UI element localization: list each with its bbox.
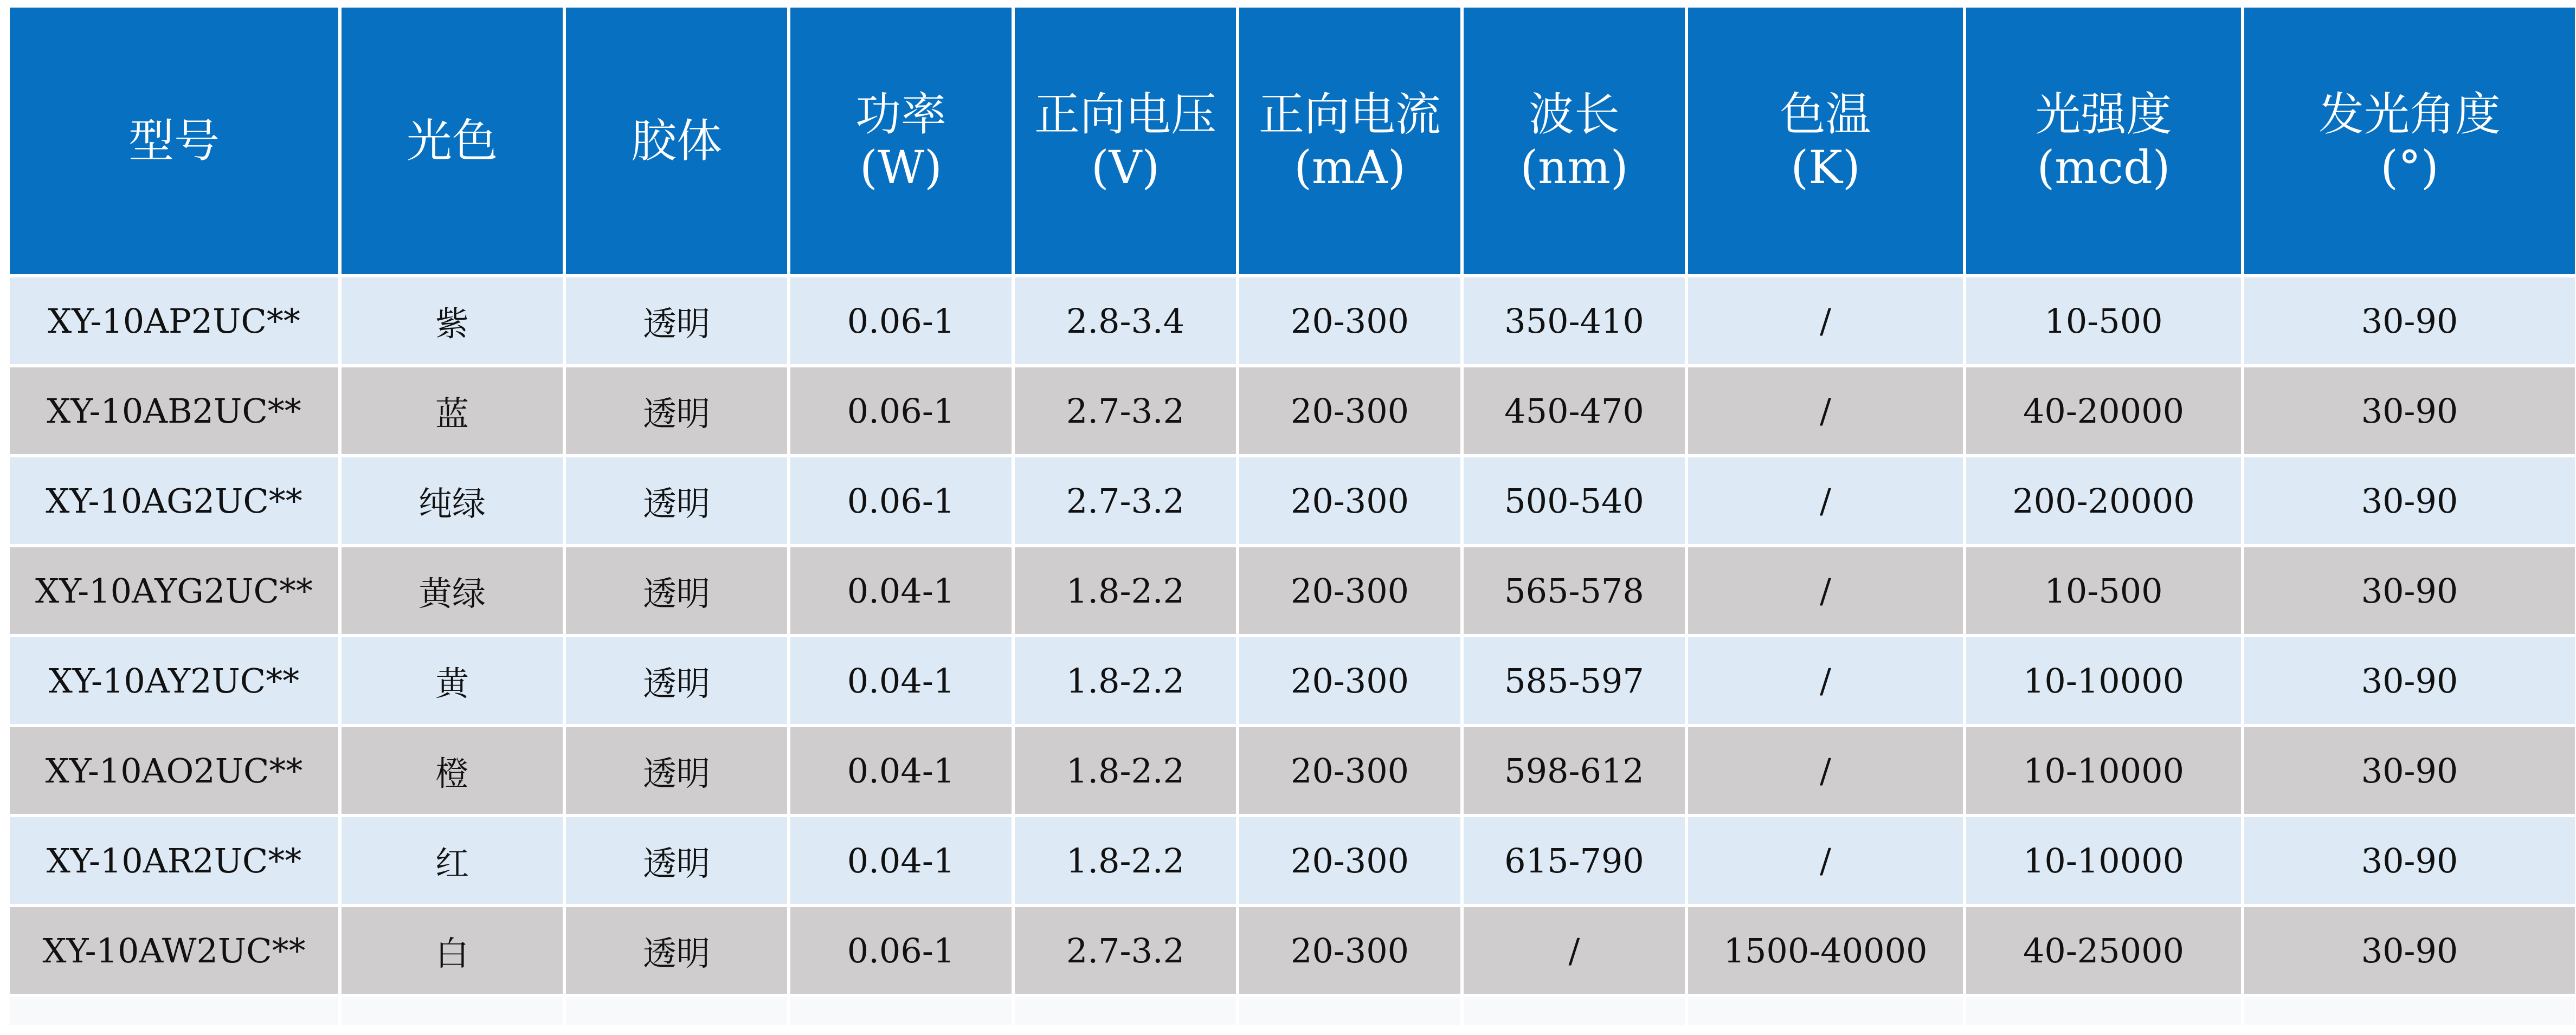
table-cell-color-temperature: / — [1688, 727, 1963, 814]
table-spacer-cell — [10, 997, 338, 1025]
table-cell-wavelength: 350-410 — [1464, 277, 1685, 364]
table-cell-luminous-intensity: 10-10000 — [1966, 637, 2241, 724]
table-cell-forward-voltage: 2.7-3.2 — [1015, 367, 1236, 454]
table-cell-encapsulant: 透明 — [566, 817, 787, 904]
column-header-power — [790, 8, 1012, 274]
table-cell-forward-current: 20-300 — [1239, 637, 1460, 724]
table-cell-model: XY-10AB2UC** — [10, 367, 338, 454]
column-header-forward-voltage — [1015, 8, 1236, 274]
table-cell-color-temperature: / — [1688, 817, 1963, 904]
column-header-unit: (mA) — [1294, 141, 1406, 194]
column-header-label: 功率 — [855, 88, 946, 141]
table-cell-encapsulant: 透明 — [566, 367, 787, 454]
table-header — [10, 8, 2575, 274]
table-cell-model: XY-10AP2UC** — [10, 277, 338, 364]
table-cell-encapsulant: 透明 — [566, 907, 787, 994]
table-row — [10, 727, 2575, 814]
table-cell-encapsulant: 透明 — [566, 277, 787, 364]
table-cell-luminous-intensity: 10-500 — [1966, 277, 2241, 364]
table-cell-luminous-intensity: 10-10000 — [1966, 817, 2241, 904]
table-cell-encapsulant: 透明 — [566, 727, 787, 814]
table-cell-forward-current: 20-300 — [1239, 367, 1460, 454]
column-header-label: 胶体 — [630, 114, 722, 167]
column-header-color-temperature — [1688, 8, 1963, 274]
table-cell-luminous-intensity: 40-25000 — [1966, 907, 2241, 994]
table-cell-luminous-intensity: 10-500 — [1966, 547, 2241, 634]
column-header-unit: (mcd) — [2037, 141, 2171, 194]
column-header-unit: (°) — [2380, 141, 2439, 194]
column-header-unit: (V) — [1091, 141, 1160, 194]
table-cell-power: 0.06-1 — [790, 907, 1012, 994]
table-cell-forward-voltage: 2.7-3.2 — [1015, 907, 1236, 994]
column-header-model — [10, 8, 338, 274]
column-header-label: 发光角度 — [2318, 88, 2501, 141]
table-cell-forward-voltage: 2.7-3.2 — [1015, 457, 1236, 544]
table-cell-color-temperature: / — [1688, 277, 1963, 364]
table-cell-forward-current: 20-300 — [1239, 457, 1460, 544]
table-cell-forward-voltage: 2.8-3.4 — [1015, 277, 1236, 364]
table-cell-viewing-angle: 30-90 — [2244, 637, 2575, 724]
table-cell-wavelength: 598-612 — [1464, 727, 1685, 814]
table-cell-forward-current: 20-300 — [1239, 727, 1460, 814]
table-cell-encapsulant: 透明 — [566, 457, 787, 544]
table-cell-wavelength: 450-470 — [1464, 367, 1685, 454]
table-cell-forward-current: 20-300 — [1239, 547, 1460, 634]
table-cell-power: 0.04-1 — [790, 637, 1012, 724]
table-cell-wavelength: 565-578 — [1464, 547, 1685, 634]
table-cell-viewing-angle: 30-90 — [2244, 367, 2575, 454]
table-cell-wavelength: 500-540 — [1464, 457, 1685, 544]
table-spacer-cell — [566, 997, 787, 1025]
table-row — [10, 457, 2575, 544]
table-spacer-cell — [1966, 997, 2241, 1025]
column-header-luminous-intensity — [1966, 8, 2241, 274]
table-cell-model: XY-10AY2UC** — [10, 637, 338, 724]
table-cell-wavelength: / — [1464, 907, 1685, 994]
table-cell-wavelength: 615-790 — [1464, 817, 1685, 904]
table-cell-forward-current: 20-300 — [1239, 817, 1460, 904]
table-row — [10, 637, 2575, 724]
table-cell-model: XY-10AYG2UC** — [10, 547, 338, 634]
table-spacer-row — [10, 997, 2575, 1025]
table-cell-power: 0.06-1 — [790, 457, 1012, 544]
table-spacer-cell — [1688, 997, 1963, 1025]
table-cell-color-temperature: / — [1688, 637, 1963, 724]
column-header-label: 正向电流 — [1258, 88, 1441, 141]
table-body — [10, 277, 2575, 1025]
table-cell-viewing-angle: 30-90 — [2244, 727, 2575, 814]
table-cell-light-color: 纯绿 — [342, 457, 563, 544]
table-cell-color-temperature: / — [1688, 457, 1963, 544]
column-header-encapsulant — [566, 8, 787, 274]
table-cell-forward-voltage: 1.8-2.2 — [1015, 637, 1236, 724]
column-header-label: 光色 — [406, 114, 498, 167]
table-spacer-cell — [1464, 997, 1685, 1025]
table-row — [10, 277, 2575, 364]
table-cell-encapsulant: 透明 — [566, 547, 787, 634]
column-header-label: 型号 — [128, 114, 220, 167]
table-cell-light-color: 橙 — [342, 727, 563, 814]
column-header-light-color — [342, 8, 563, 274]
table-cell-model: XY-10AO2UC** — [10, 727, 338, 814]
column-header-label: 光强度 — [2035, 88, 2172, 141]
table-cell-viewing-angle: 30-90 — [2244, 277, 2575, 364]
table-cell-viewing-angle: 30-90 — [2244, 547, 2575, 634]
table-cell-power: 0.04-1 — [790, 727, 1012, 814]
table-cell-model: XY-10AW2UC** — [10, 907, 338, 994]
table-cell-luminous-intensity: 40-20000 — [1966, 367, 2241, 454]
column-header-label: 色温 — [1780, 88, 1871, 141]
table-cell-light-color: 紫 — [342, 277, 563, 364]
table-cell-viewing-angle: 30-90 — [2244, 907, 2575, 994]
table-cell-color-temperature: / — [1688, 367, 1963, 454]
table-cell-luminous-intensity: 200-20000 — [1966, 457, 2241, 544]
table-cell-forward-voltage: 1.8-2.2 — [1015, 727, 1236, 814]
table-cell-color-temperature: / — [1688, 547, 1963, 634]
column-header-unit: (K) — [1791, 141, 1860, 194]
column-header-forward-current — [1239, 8, 1460, 274]
column-header-unit: (W) — [860, 141, 942, 194]
column-header-label: 波长 — [1528, 88, 1620, 141]
table-cell-power: 0.06-1 — [790, 367, 1012, 454]
table-cell-light-color: 白 — [342, 907, 563, 994]
table-cell-forward-current: 20-300 — [1239, 907, 1460, 994]
column-header-viewing-angle — [2244, 8, 2575, 274]
column-header-unit: (nm) — [1520, 141, 1628, 194]
column-header-label: 正向电压 — [1034, 88, 1216, 141]
table-cell-model: XY-10AR2UC** — [10, 817, 338, 904]
table-spacer-cell — [342, 997, 563, 1025]
table-cell-forward-voltage: 1.8-2.2 — [1015, 817, 1236, 904]
table-cell-power: 0.04-1 — [790, 817, 1012, 904]
table-cell-viewing-angle: 30-90 — [2244, 457, 2575, 544]
table-cell-light-color: 蓝 — [342, 367, 563, 454]
table-row — [10, 547, 2575, 634]
table-cell-viewing-angle: 30-90 — [2244, 817, 2575, 904]
table-cell-encapsulant: 透明 — [566, 637, 787, 724]
table-spacer-cell — [1015, 997, 1236, 1025]
table-spacer-cell — [790, 997, 1012, 1025]
table-cell-power: 0.04-1 — [790, 547, 1012, 634]
table-cell-light-color: 黄 — [342, 637, 563, 724]
table-cell-power: 0.06-1 — [790, 277, 1012, 364]
table-row — [10, 367, 2575, 454]
table-spacer-cell — [2244, 997, 2575, 1025]
table-row — [10, 907, 2575, 994]
table-cell-color-temperature: 1500-40000 — [1688, 907, 1963, 994]
table-cell-light-color: 黄绿 — [342, 547, 563, 634]
table-cell-forward-current: 20-300 — [1239, 277, 1460, 364]
header-row — [10, 8, 2575, 274]
table-cell-light-color: 红 — [342, 817, 563, 904]
table-spacer-cell — [1239, 997, 1460, 1025]
led-spec-table — [7, 4, 2576, 1028]
table-cell-luminous-intensity: 10-10000 — [1966, 727, 2241, 814]
table-row — [10, 817, 2575, 904]
table-cell-model: XY-10AG2UC** — [10, 457, 338, 544]
table-cell-wavelength: 585-597 — [1464, 637, 1685, 724]
table-cell-forward-voltage: 1.8-2.2 — [1015, 547, 1236, 634]
column-header-wavelength — [1464, 8, 1685, 274]
